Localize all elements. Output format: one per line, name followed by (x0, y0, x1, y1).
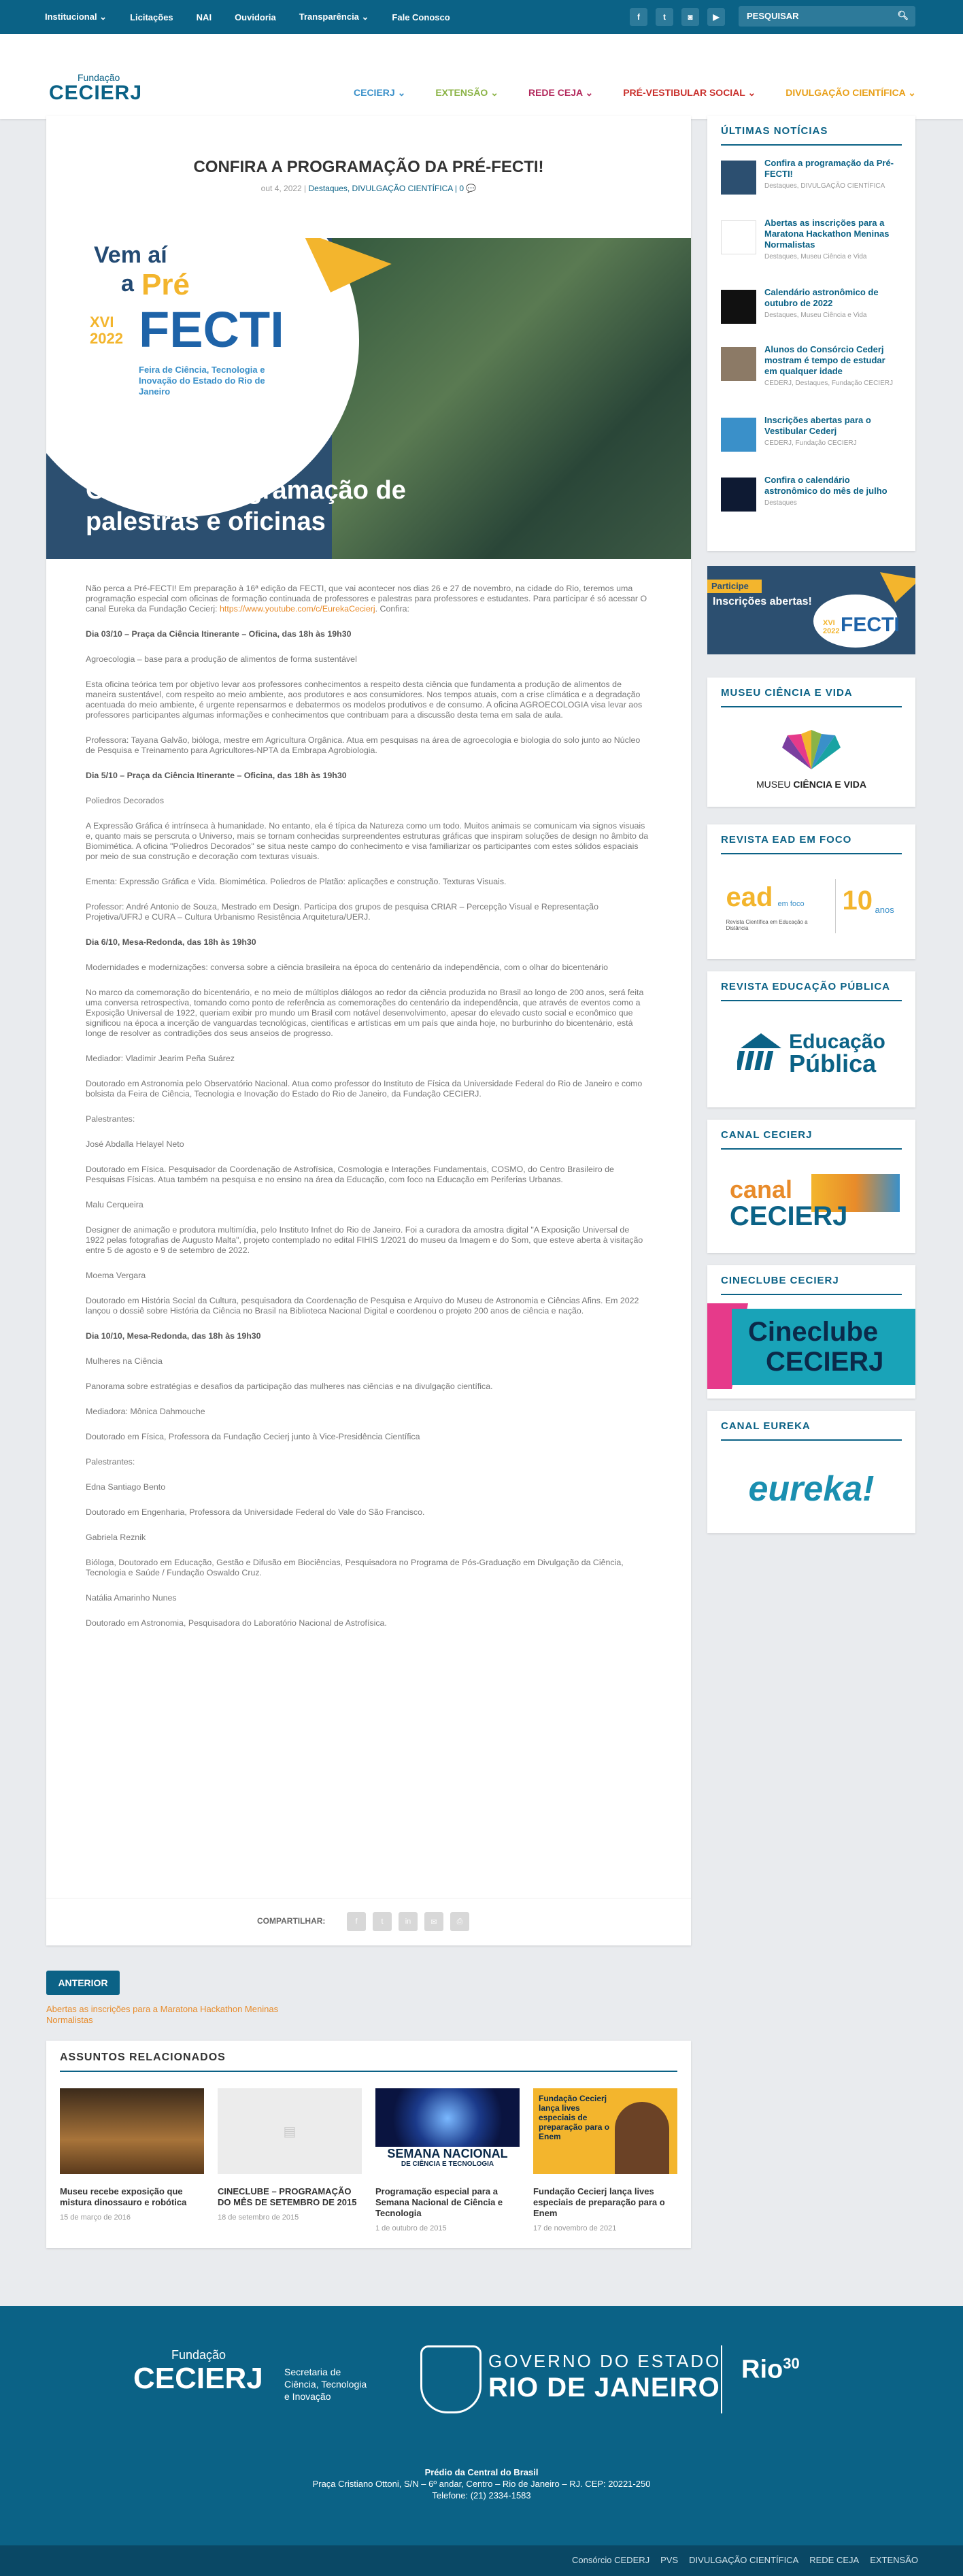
share-bar (46, 1898, 691, 1945)
latest-news-widget (707, 116, 915, 551)
news-title[interactable]: Alunos do Consórcio Cederj mostram é tempo de estudar em qualquer idade (764, 344, 885, 376)
paragraph: No marco da comemoração do bicentenário, e no meio de múltiplos diálogos ao redor da ciência produzida no Brasil ao longo de 200 anos, será feita uma conversa retrospectiva, tomando como ponto de referência as comemorações do centenário da independência, que através de eventos como a Exposição Universal de 1922, queriam exibir pro mundo um Brasil com notável desenvolvimento, apesar do elevado custo social e econômico que significou na época a incerção de vanguardas tecnológicas, científicas e artísticas em um país que ainda hoje, no burburinho do bicentenário, está longe de resolver as contradições dos seus anseios de progresso. (86, 988, 644, 1038)
paragraph: Doutorado em Astronomia pelo Observatório Nacional. Atua como professor do Instituto de Física da Universidade Federal do Rio de Janeiro e como bolsista da Feira de Ciência, Tecnologia e Inovação do Estado do Rio de Janeiro, da Fundação CECIERJ. (86, 1079, 643, 1099)
paragraph: Mulheres na Ciência (86, 1356, 163, 1366)
ead-sub: em foco (777, 900, 805, 908)
news-meta: Destaques, DIVULGAÇÃO CIENTÍFICA (764, 182, 885, 190)
share-linkedin-icon[interactable]: in (399, 1912, 418, 1931)
social-links (630, 8, 725, 26)
paragraph: Palestrantes: (86, 1114, 135, 1124)
article (46, 116, 691, 1945)
related-image-placeholder[interactable]: ▤ (218, 2088, 362, 2174)
footer-fundacao: Fundação (171, 2348, 226, 2362)
educacao-building-icon (737, 1029, 785, 1077)
paragraph: Edna Santiago Bento (86, 1482, 166, 1492)
paragraph: Professor: André Antonio de Souza, Mestrado em Design. Participa dos grupos de pesquisa CRIAR – Percepção Visual e Representação Projetiva/UFRJ e CURA – Cultura Urbanismo Resistência Arquitetura/UERJ. (86, 902, 598, 922)
bottom-link-rede-ceja[interactable]: REDE CEJA (809, 2555, 860, 2565)
related-item-date: 18 de setembro de 2015 (218, 2213, 299, 2222)
paragraph: Doutorado em Astronomia, Pesquisadora do Laboratório Nacional de Astrofísica. (86, 1618, 387, 1628)
news-meta: CEDERJ, Fundação CECIERJ (764, 439, 857, 447)
section-heading: Dia 03/10 – Praça da Ciência Itinerante – Oficina, das 18h às 19h30 (86, 629, 352, 639)
news-item[interactable] (721, 475, 902, 529)
museu-logo-b: CIÊNCIA E VIDA (793, 779, 867, 790)
paragraph: Doutorado em Engenharia, Professora da Universidade Federal do Vale do São Francisco. (86, 1507, 425, 1517)
news-title[interactable]: Confira a programação da Pré-FECTI! (764, 158, 894, 179)
paragraph: Modernidades e modernizações: conversa sobre a ciência brasileira na época do centenário da independência, com o olhar do bicentenário (86, 963, 609, 972)
ad-xvi (823, 619, 839, 635)
canal-cecierj-widget (707, 1120, 915, 1253)
ad-xvi-text: XVI (823, 619, 835, 627)
top-nav-ouvidoria[interactable]: Ouvidoria (235, 12, 276, 22)
instagram-icon[interactable]: ◙ (681, 8, 699, 26)
paragraph: Doutorado em Física. Pesquisador da Coordenação de Astrofísica, Cosmologia e Interações Fundamentais, COSMO, do Centro Brasileiro de Pesquisas Físicas. Atua também na pesquisa e no ensino na área da Educação, com foco na Educação em Periferias Urbanas. (86, 1165, 614, 1184)
news-meta: Destaques (764, 499, 797, 507)
paragraph: Bióloga, Doutorado em Educação, Gestão e Difusão em Biociências, Pesquisadora no Programa de Pós-Graduação em Divulgação da Ciência, Tecnologia e Saúde / Fundação Oswaldo Cruz. (86, 1558, 624, 1577)
news-thumb[interactable] (721, 478, 756, 512)
widget-title: CANAL CECIERJ (721, 1129, 813, 1141)
news-title[interactable]: Inscrições abertas para o Vestibular Cederj (764, 415, 871, 436)
widget-rule (721, 144, 902, 146)
main-nav-divulgacao-cientifica[interactable]: DIVULGAÇÃO CIENTÍFICA ⌄ (785, 87, 916, 98)
snct-title: SEMANA NACIONAL (387, 2147, 508, 2160)
related-rule (60, 2071, 677, 2072)
footer-governo: GOVERNO DO ESTADO (488, 2351, 722, 2371)
snct-label-box (375, 2147, 520, 2174)
related-item[interactable] (60, 2088, 204, 2222)
bottom-link-pvs[interactable]: PVS (660, 2555, 679, 2565)
museu-widget (707, 678, 915, 807)
widget-title: MUSEU CIÊNCIA E VIDA (721, 687, 853, 699)
banner-confira: Confira a programação de palestras e oficinas (86, 476, 406, 536)
news-title[interactable]: Abertas as inscrições para a Maratona Hackathon Meninas Normalistas (764, 218, 890, 250)
main-nav-rede-ceja[interactable]: REDE CEJA ⌄ (528, 87, 594, 98)
widget-rule (721, 706, 902, 707)
footer-addr-2: Praça Cristiano Ottoni, S/N – 6º andar, Centro – Rio de Janeiro – RJ. CEP: 20221-250 (312, 2479, 651, 2489)
logo-cecierj: CECIERJ (49, 82, 143, 104)
footer-secretaria: Secretaria de Ciência, Tecnologia e Inovação (284, 2366, 367, 2402)
previous-post-button[interactable]: ANTERIOR (46, 1971, 120, 1995)
related-item-title[interactable]: Museu recebe exposição que mistura dinossauro e robótica (60, 2186, 187, 2207)
related-item-title[interactable]: Programação especial para a Semana Nacional de Ciência e Tecnologia (375, 2186, 503, 2218)
banner-pre: Pré (141, 268, 190, 301)
eureka-logo[interactable] (721, 1452, 902, 1526)
news-item[interactable] (721, 158, 902, 212)
educacao-publica-widget (707, 971, 915, 1107)
news-item[interactable] (721, 287, 902, 341)
coat-of-arms-icon (420, 2345, 482, 2413)
paragraph: Moema Vergara (86, 1271, 146, 1280)
post-categories[interactable]: Destaques, DIVULGAÇÃO CIENTÍFICA (308, 184, 453, 193)
intro-text: Não perca a Pré-FECTI! Em preparação à 16ª edição da FECTI, que vai acontecer nos dias 26 e 27 de novembro, na cidade do Rio, teremos uma programação especial com oficinas de formação continuada de professores e palestras para professores e estudantes. Para participar é só acessar O canal Eureka da Fundação Cecierj: (86, 584, 647, 614)
page-title: CONFIRA A PROGRAMAÇÃO DA PRÉ-FECTI! (193, 158, 544, 176)
banner-fecti: FECTI (139, 301, 284, 358)
ead-logo[interactable] (721, 865, 902, 947)
related-title: ASSUNTOS RELACIONADOS (60, 2052, 226, 2063)
footer-divider (721, 2345, 722, 2413)
news-thumb[interactable] (721, 347, 756, 381)
museu-logo-text (756, 779, 866, 790)
snct-sub: DE CIÊNCIA E TECNOLOGIA (401, 2160, 494, 2168)
banner-xvi (90, 314, 123, 347)
paragraph: Palestrantes: (86, 1457, 135, 1467)
paragraph: Mediadora: Mônica Dahmouche (86, 1407, 205, 1416)
post-date: out 4, 2022 | (260, 184, 309, 193)
article-body (86, 584, 650, 1643)
widget-title: ÚLTIMAS NOTÍCIAS (721, 125, 828, 137)
widget-rule (721, 1000, 902, 1001)
ead-10-anos (843, 879, 897, 933)
cine-cecierj: CECIERJ (766, 1347, 884, 1377)
ead-widget (707, 824, 915, 959)
top-nav-nai[interactable]: NAI (196, 12, 212, 22)
news-item[interactable] (721, 415, 902, 469)
news-thumb[interactable] (721, 161, 756, 195)
related-item-title[interactable]: CINECLUBE – PROGRAMAÇÃO DO MÊS DE SETEMBRO DE 2015 (218, 2186, 357, 2207)
intro-paragraph (86, 584, 650, 614)
paragraph: Professora: Tayana Galvão, bióloga, mestre em Agricultura Orgânica. Atua em pesquisas na área de agroecologia e biologia do solo junto ao Núcleo de Pesquisa e Treinamento para Agricultores-NPTA da Embrapa Agrobiologia. (86, 735, 641, 755)
ad-inscricoes: Inscrições abertas! (713, 596, 812, 607)
related-image[interactable] (60, 2088, 204, 2174)
canal-mark (723, 1167, 900, 1235)
youtube-icon[interactable]: ▶ (707, 8, 725, 26)
rio30-text: Rio (741, 2355, 783, 2384)
main-nav-extensao[interactable]: EXTENSÃO ⌄ (435, 87, 499, 98)
paragraph: José Abdalla Helayel Neto (86, 1139, 184, 1149)
main-nav-cecierj[interactable]: CECIERJ ⌄ (354, 87, 406, 98)
bottom-link-consorcio[interactable]: Consórcio CEDERJ (571, 2555, 650, 2565)
bottom-links (572, 2555, 918, 2565)
cineclube-widget (707, 1265, 915, 1399)
share-label: COMPARTILHAR: (257, 1916, 326, 1926)
top-nav-fale-conosco[interactable]: Fale Conosco (392, 12, 450, 22)
banner-a: a (121, 271, 134, 297)
widget-title: REVISTA EAD EM FOCO (721, 834, 852, 846)
footer-addr-3: Telefone: (21) 2334-1583 (432, 2490, 531, 2500)
bottom-link-extensao[interactable]: EXTENSÃO (870, 2555, 918, 2565)
logo-fundacao: Fundação (78, 72, 120, 83)
news-item[interactable] (721, 218, 902, 272)
news-meta: Destaques, Museu Ciência e Vida (764, 312, 867, 319)
widget-title: REVISTA EDUCAÇÃO PÚBLICA (721, 981, 891, 992)
section-heading: Dia 6/10, Mesa-Redonda, das 18h às 19h30 (86, 937, 256, 947)
banner-year: 2022 (90, 330, 123, 347)
paragraph: Poliedros Decorados (86, 796, 165, 805)
ead-10: 10 (842, 886, 873, 916)
paragraph: Malu Cerqueira (86, 1200, 143, 1209)
paragraph: Natália Amarinho Nunes (86, 1593, 177, 1603)
post-comments[interactable]: | 0 💬 (452, 184, 477, 193)
top-nav-transparencia[interactable]: Transparência ⌄ (299, 12, 369, 22)
footer-cecierj: CECIERJ (133, 2362, 263, 2395)
canal-word: canal (730, 1175, 793, 1203)
footer-addr-1: Prédio da Central do Brasil (424, 2467, 539, 2477)
ead-word: ead (726, 882, 773, 912)
related-item-date: 1 de outubro de 2015 (375, 2224, 447, 2232)
museu-logo-a: MUSEU (756, 779, 794, 790)
share-facebook-icon[interactable]: f (347, 1912, 366, 1931)
ead-anos: anos (875, 905, 894, 915)
paragraph: Ementa: Expressão Gráfica e Vida. Biomimética. Poliedros de Platão: aplicações e construção. Texturas Visuais. (86, 877, 507, 886)
bottom-link-divulgacao[interactable]: DIVULGAÇÃO CIENTÍFICA (689, 2555, 799, 2565)
news-thumb[interactable] (721, 418, 756, 452)
educacao-publica-logo[interactable] (721, 1012, 902, 1094)
intro-end: . Confira: (375, 604, 409, 614)
paragraph: Designer de animação e produtora multimídia, pelo Instituto Infnet do Rio de Janeiro. Foi a curadora da amostra digital "A Exposição Universal de 1922 pelas fotografias de Augusto Malta", projeto contemplado no edital FIHIS 1/2021 do museu da Imagem e do Som, que esteve aberta à visitação entre 5 de agosto e 9 de setembro de 2022. (86, 1225, 643, 1255)
paragraph: Panorama sobre estratégias e desafios da participação das mulheres nas ciências e na divulgação científica. (86, 1382, 493, 1391)
enem-person (615, 2102, 669, 2174)
widget-rule (721, 853, 902, 854)
news-meta: CEDERJ, Destaques, Fundação CECIERJ (764, 380, 893, 387)
widget-rule (721, 1148, 902, 1150)
main-nav (354, 87, 916, 99)
bottom-bar (0, 2545, 963, 2576)
rio30-number: 30 (783, 2355, 800, 2372)
twitter-icon[interactable]: t (656, 8, 673, 26)
ead-divider (835, 879, 836, 933)
banner-vem-ai: Vem aí (94, 242, 167, 268)
news-item[interactable] (721, 344, 902, 399)
related-posts (46, 2041, 691, 2248)
news-thumb[interactable] (721, 290, 756, 324)
news-title[interactable]: Confira o calendário astronômico do mês de julho (764, 475, 888, 496)
paragraph: Mediador: Vladimir Jearim Peña Suárez (86, 1054, 235, 1063)
top-nav (45, 0, 450, 34)
related-item-date: 17 de novembro de 2021 (533, 2224, 617, 2232)
footer-address (0, 2466, 963, 2501)
eureka-word: eureka! (748, 1469, 875, 1509)
educacao-logo-text (789, 1031, 885, 1075)
related-item-date: 15 de março de 2016 (60, 2213, 131, 2222)
search-placeholder: PESQUISAR (747, 11, 799, 21)
eureka-link[interactable]: https://www.youtube.com/c/EurekaCecierj (220, 604, 375, 614)
paragraph: Agroecologia – base para a produção de alimentos de forma sustentável (86, 654, 357, 664)
paragraph: Doutorado em História Social da Cultura, pesquisadora da Coordenação de Pesquisa e Arquivo do Museu de Astronomia e Ciências Afins. Em 2022 lançou o dossiê sobre História da Ciência no Brasil na Biblioteca Nacional Digital e coordenou o projeto 200 anos de ciência e nação. (86, 1296, 639, 1316)
educacao-a: Educação (789, 1031, 885, 1053)
search-icon[interactable]: 🔍︎ (897, 10, 909, 20)
fecti-ad-banner[interactable] (707, 566, 915, 654)
museu-logo[interactable] (721, 718, 902, 800)
news-meta: Destaques, Museu Ciência e Vida (764, 253, 867, 261)
related-image[interactable] (533, 2088, 677, 2174)
post-meta (46, 184, 691, 193)
canal-cecierj-word: CECIERJ (730, 1201, 848, 1231)
related-item[interactable] (533, 2088, 677, 2232)
museu-flower-icon (781, 729, 842, 776)
related-item[interactable] (375, 2088, 520, 2232)
paragraph: Doutorado em Física, Professora da Fundação Cecierj junto à Vice-Presidência Científica (86, 1432, 420, 1441)
site-footer (0, 2306, 963, 2545)
section-heading: Dia 5/10 – Praça da Ciência Itinerante – Oficina, das 18h às 19h30 (86, 771, 347, 780)
widget-title: CANAL EUREKA (721, 1420, 811, 1432)
related-item-title[interactable]: Fundação Cecierj lança lives especiais de preparação para o Enem (533, 2186, 665, 2218)
share-email-icon[interactable]: ✉ (424, 1912, 443, 1931)
facebook-icon[interactable]: f (630, 8, 647, 26)
related-image[interactable] (375, 2088, 520, 2174)
ead-mark (726, 875, 828, 937)
cineclube-logo[interactable] (707, 1303, 915, 1389)
eureka-widget (707, 1411, 915, 1533)
news-title[interactable]: Calendário astronômico de outubro de 2022 (764, 287, 879, 308)
widget-title: CINECLUBE CECIERJ (721, 1275, 839, 1286)
widget-rule (721, 1294, 902, 1295)
top-nav-licitacoes[interactable]: Licitações (130, 12, 173, 22)
ead-desc: Revista Científica em Educação a Distância (726, 919, 808, 931)
previous-post-link[interactable]: Abertas as inscrições para a Maratona Hackathon Meninas Normalistas (46, 2004, 279, 2025)
news-thumb[interactable] (721, 220, 756, 254)
featured-banner (46, 238, 691, 559)
widget-rule (721, 1439, 902, 1441)
top-nav-institucional[interactable]: Institucional ⌄ (45, 12, 107, 22)
ad-participe: Participe (707, 580, 762, 593)
section-heading: Dia 10/10, Mesa-Redonda, das 18h às 19h30 (86, 1331, 261, 1341)
paragraph: A Expressão Gráfica é intrínseca à humanidade. No entanto, ela é típica da Natureza como um todo. Muitos animais se comunicam via signos visuais e, quanto mais se perscruta o Universo, mais se tornam conhecidas surpreendentes estruturas gráficas que inspiram soluções de design no âmbito da Biomimética. A oficina "Poliedros Decorados" se situa neste campo do conhecimento e visa familiarizar os participantes com estes sólidos espaciais por meio de sua construção e decoração com texturas visuais. (86, 821, 649, 861)
main-nav-pre-vestibular-social[interactable]: PRÉ-VESTIBULAR SOCIAL ⌄ (623, 87, 756, 98)
share-twitter-icon[interactable]: t (373, 1912, 392, 1931)
enem-image-text: Fundação Cecierj lança lives especiais de preparação para o Enem (539, 2094, 610, 2141)
banner-feira: Feira de Ciência, Tecnologia e Inovação do Estado do Rio de Janeiro (139, 365, 265, 397)
banner-xvi-text: XVI (90, 314, 114, 331)
share-print-icon[interactable]: ⎙ (450, 1912, 469, 1931)
canal-cecierj-logo[interactable] (721, 1160, 902, 1242)
paragraph: Gabriela Reznik (86, 1533, 146, 1542)
site-header (0, 34, 963, 119)
top-bar (0, 0, 963, 34)
rio-30-logo[interactable] (741, 2355, 800, 2385)
related-item[interactable] (218, 2088, 362, 2222)
ad-fecti: FECTI (841, 614, 900, 636)
ad-year: 2022 (823, 627, 840, 635)
footer-rio: RIO DE JANEIRO (488, 2373, 720, 2403)
search-input[interactable] (739, 6, 915, 27)
educacao-b: Pública (789, 1050, 877, 1077)
cine-word: Cineclube (748, 1317, 879, 1347)
paragraph: Esta oficina teórica tem por objetivo levar aos professores conhecimentos a respeito desta ciência que fundamenta a produção de alimentos de maneira sustentável, com respeito ao meio ambiente, aos produtores e aos consumidores. Nos tempos atuais, com a crise climática e a degradação acentuada do meio ambiente, é urgente repensarmos e debatermos os modelos produtivos e de consumo. A oficina AGROECOLOGIA visa levar aos professores participantes algumas informações e conhecimentos que contribuam para a discussão desta tema em sala de aula. (86, 680, 643, 720)
